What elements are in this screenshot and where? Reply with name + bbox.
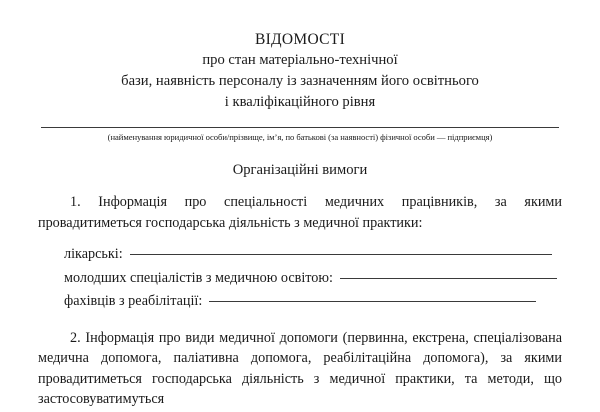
paragraph-1: 1. Інформація про спеціальності медичних працівників, за якими провадитиметься господарська діяльність з медичної практики: <box>38 194 562 231</box>
specialties-field-list <box>38 244 562 315</box>
field-row-junior-specialists <box>64 268 562 292</box>
entity-name-field <box>38 127 562 143</box>
document-title-block <box>38 0 562 113</box>
document-subtitle-line-3: і кваліфікаційного рівня <box>224 94 376 110</box>
document-subtitle-line-2: бази, наявність персоналу із зазначенням його освітнього <box>121 73 479 89</box>
section-heading-organizational-requirements: Організаційні вимоги <box>232 162 368 178</box>
document-subtitle-line-1: про стан матеріально-технічної <box>202 52 398 68</box>
field-input-junior-specialists[interactable] <box>340 278 557 279</box>
field-input-rehabilitation-specialists[interactable] <box>209 301 536 302</box>
field-label-doctors: лікарські: <box>64 246 123 262</box>
entity-name-rule <box>41 127 559 128</box>
field-input-doctors[interactable] <box>130 254 552 255</box>
paragraph-2: 2. Інформація про види медичної допомоги (первинна, екстрена, спеціалізована медична допомога, паліативна допомога, реабілітаційна допомога), за якими провадитиметься господарська діяльність з медичної практики, та методи, що застосовуватимуться <box>38 329 562 407</box>
field-label-junior-specialists: молодших спеціалістів з медичною освітою: <box>64 269 333 286</box>
field-label-rehabilitation-specialists: фахівців з реабілітації: <box>64 293 203 309</box>
document-heading: ВІДОМОСТІ <box>254 31 346 48</box>
entity-name-caption: (найменування юридичної особи/прізвище, ім’я, по батькові (за наявності) фізичної особи — підприємця) <box>107 132 493 142</box>
field-row-rehabilitation-specialists <box>64 291 562 315</box>
field-row-doctors <box>64 244 562 268</box>
